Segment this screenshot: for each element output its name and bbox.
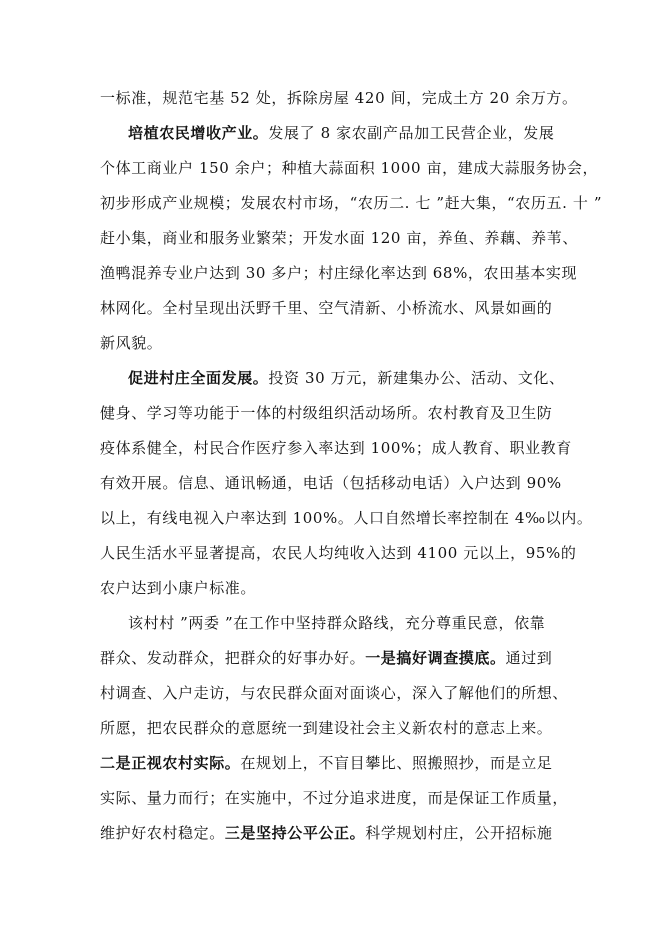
text-line-14 [100,543,576,563]
body-text: 一标准，规范宅基 52 处，拆除房屋 420 间，完成土方 20 余万方。 [100,89,578,107]
body-text: 个体工商业户 150 余户；种植大蒜面积 1000 亩，建成大蒜服务协会， [100,159,599,177]
body-text: 疫体系健全，村民合作医疗参入率达到 100%；成人教育、职业教育 [100,439,572,457]
body-text: 投资 30 万元，新建集办公、活动、文化、 [268,369,565,387]
body-text: 村调查、入户走访，与农民群众面对面谈心，深入了解他们的所想、 [100,684,569,702]
text-line-18 [100,683,568,703]
body-text: 农户达到小康户标准。 [100,579,257,597]
body-text: 赶小集，商业和服务业繁荣；开发水面 120 亩，养鱼、养藕、养苇、 [100,229,578,247]
body-text: 新风貌。 [100,334,163,352]
bold-heading-text: 一是搞好调查摸底。 [365,649,506,667]
body-text: 有效开展。信息、通讯畅通，电话（包括移动电话）入户达到 90% [100,474,562,492]
text-line-22 [100,823,552,843]
text-line-4 [100,193,602,213]
bold-heading-text: 促进村庄全面发展。 [128,369,269,387]
text-line-12 [100,473,562,493]
text-line-10 [100,403,552,423]
body-text: 发展了 8 家农副产品加工民营企业，发展 [268,124,555,142]
body-text: 在规划上，不盲目攀比、照搬照抄，而是立足 [240,754,553,772]
body-text: 维护好农村稳定。 [100,824,225,842]
body-text: 林网化。全村呈现出沃野千里、空气清新、小桥流水、风景如画的 [100,299,553,317]
body-text: 初步形成产业规模；发展农村市场，“农历二. 七 ”赶大集，“农历五. 十 ” [100,194,603,212]
body-text: 所愿，把农民群众的意愿统一到建设社会主义新农村的意志上来。 [100,719,553,737]
body-text: 人民生活水平显著提高，农民人均纯收入达到 4100 元以上，95%的 [100,544,577,562]
text-line-13 [100,508,593,528]
text-line-17 [100,648,552,668]
body-text: 群众、发动群众，把群众的好事办好。 [100,649,366,667]
text-line-9 [128,368,565,388]
text-line-1 [100,88,578,108]
text-line-7 [100,298,552,318]
bold-heading-text: 培植农民增收产业。 [128,124,269,142]
text-line-3 [100,158,598,178]
body-text: 以上，有线电视入户率达到 100%。人口自然增长率控制在 4‰以内。 [100,509,593,527]
body-text: 渔鸭混养专业户达到 30 多户；村庄绿化率达到 68%，农田基本实现 [100,264,578,282]
body-text: 实际、量力而行；在实施中，不过分追求进度，而是保证工作质量， [100,789,569,807]
text-line-15 [100,578,256,598]
body-text: 科学规划村庄，公开招标施 [365,824,553,842]
text-line-8 [100,333,162,353]
bold-heading-text: 三是坚持公平公正。 [224,824,366,842]
text-line-11 [100,438,572,458]
bold-heading-text: 二是正视农村实际。 [100,754,241,772]
text-line-16 [128,613,545,633]
text-line-2 [128,123,555,143]
text-line-5 [100,228,578,248]
body-text: 该村村 ”两委 ”在工作中坚持群众路线，充分尊重民意，依靠 [128,614,546,632]
body-text: 通过到 [505,649,553,667]
body-text: 健身、学习等功能于一体的村级组织活动场所。农村教育及卫生防 [100,404,553,422]
text-line-21 [100,788,568,808]
text-line-20 [100,753,552,773]
text-line-6 [100,263,577,283]
text-line-19 [100,718,552,738]
